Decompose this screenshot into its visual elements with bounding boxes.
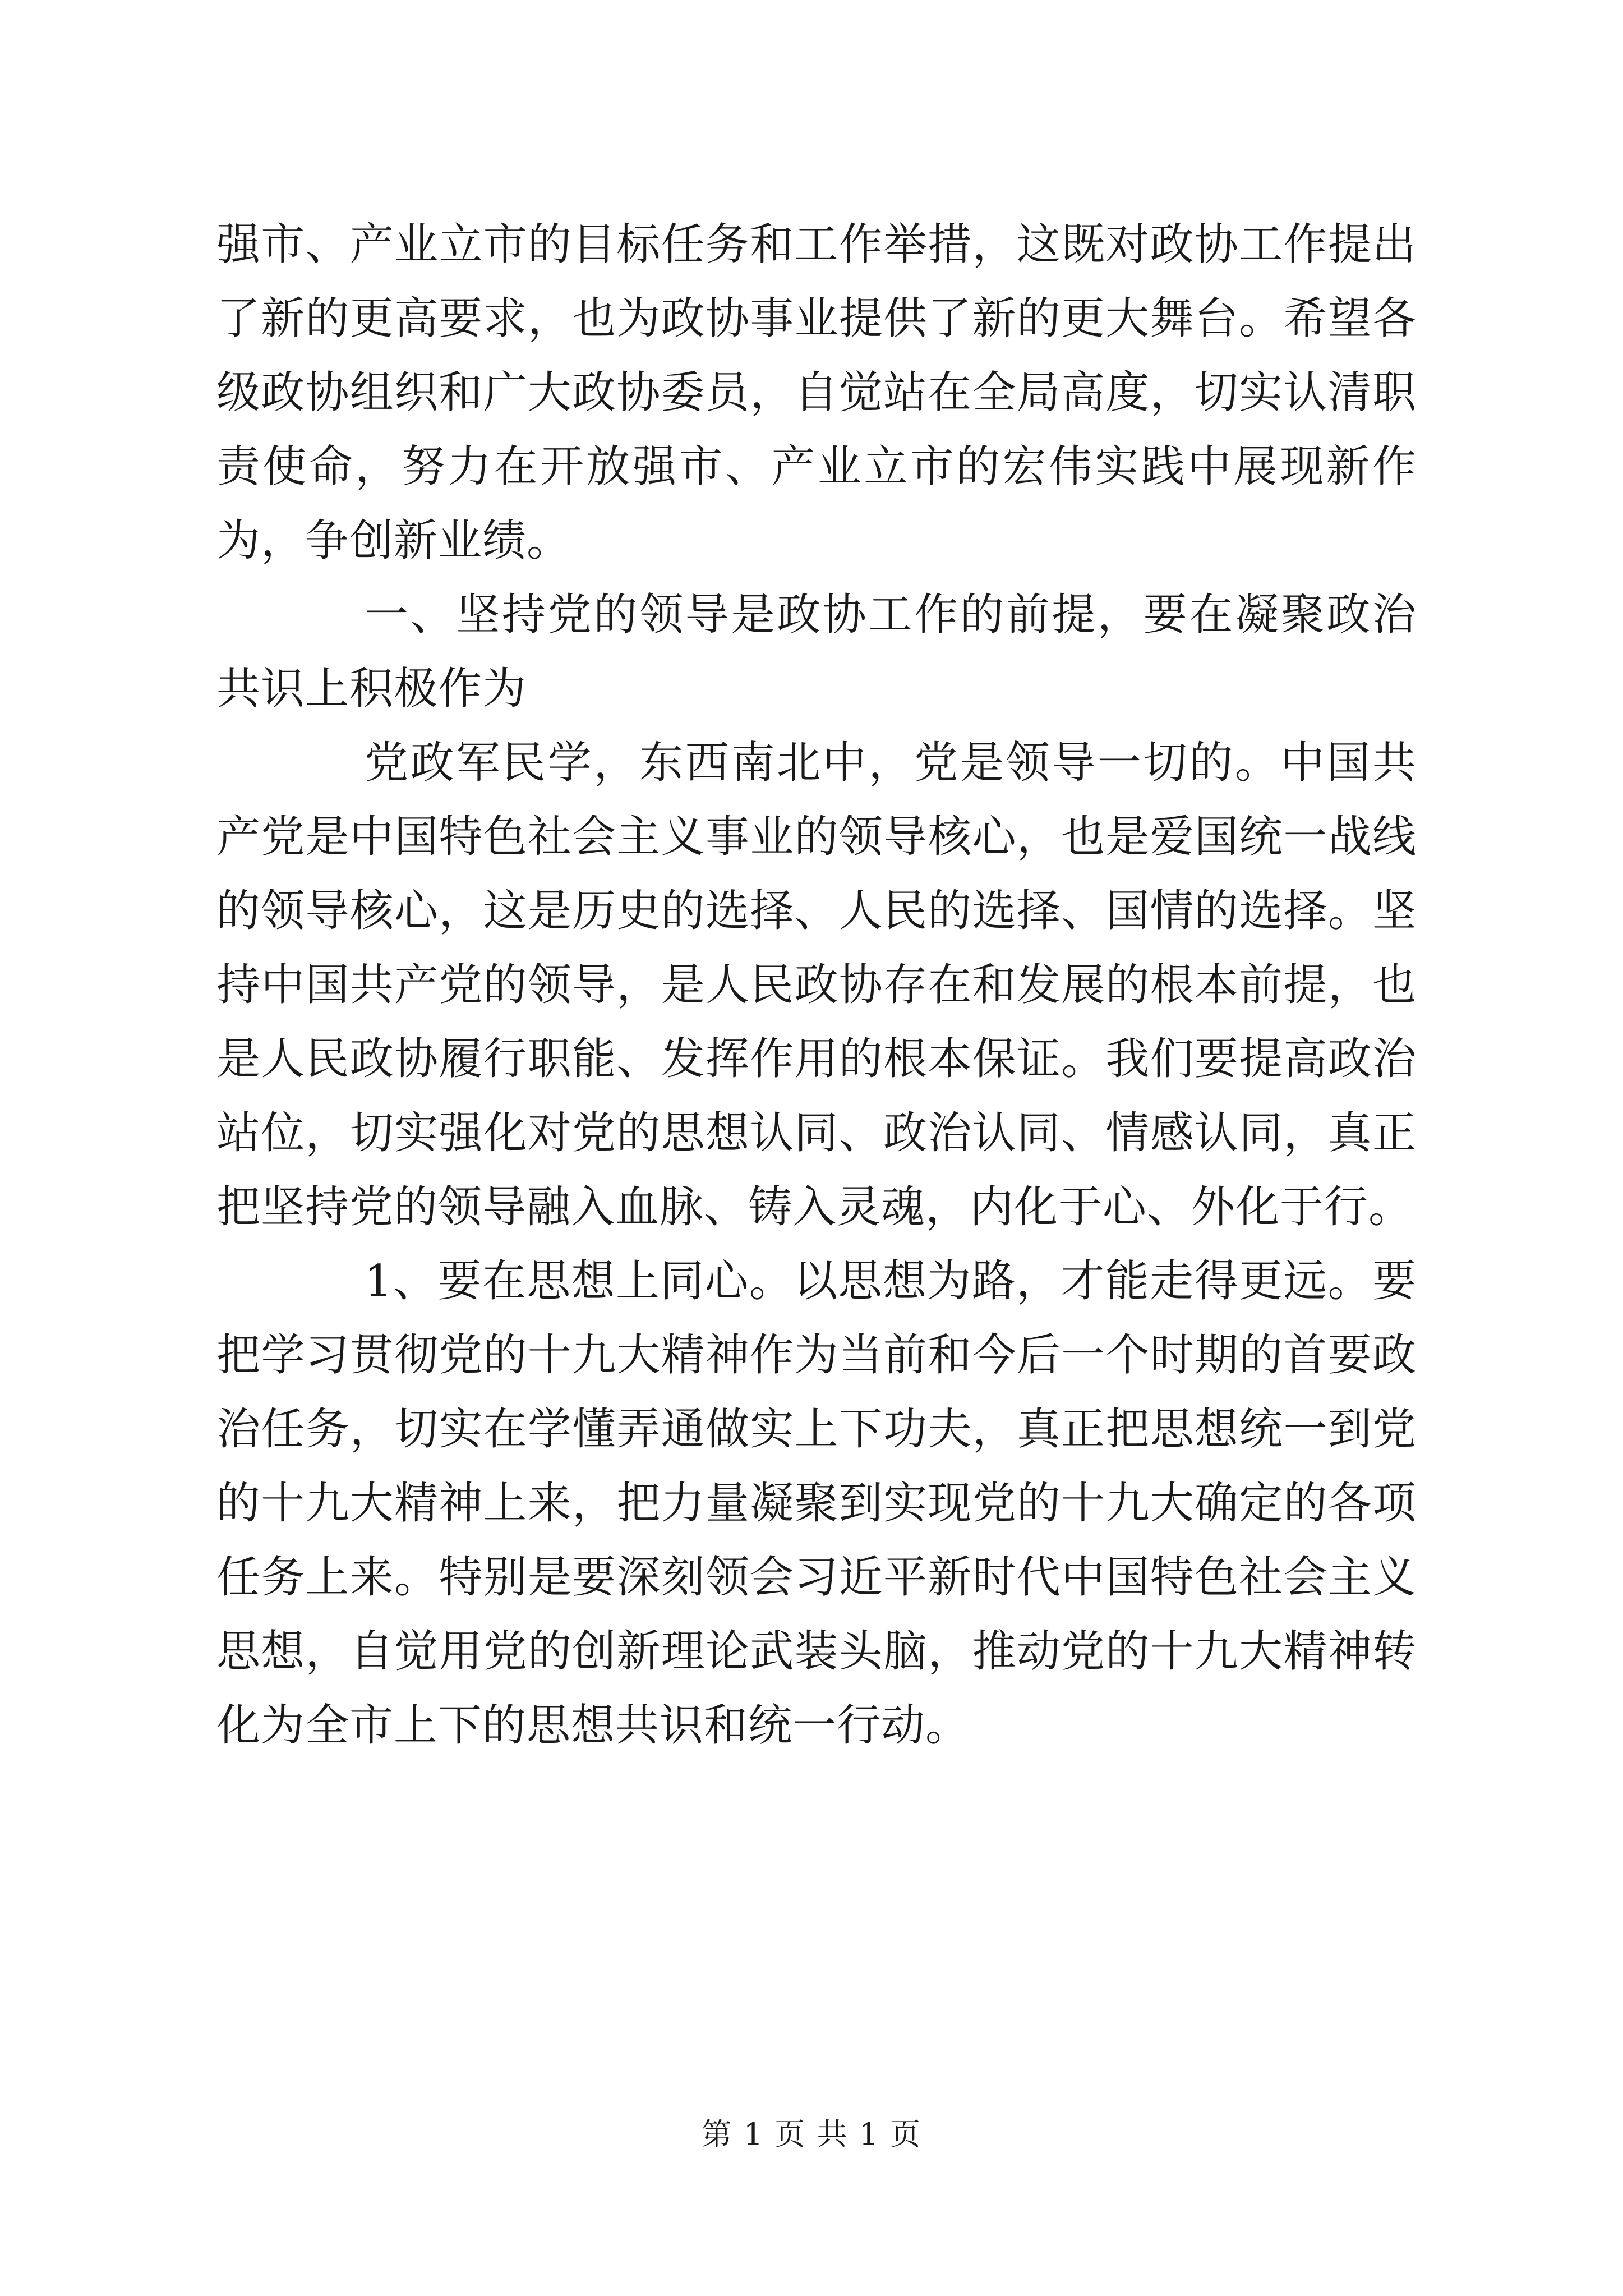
section-heading: 一、坚持党的领导是政协工作的前提，要在凝聚政治共识上积极作为	[216, 590, 1417, 714]
paragraph-point-one: 1、要在思想上同心。以思想为路，才能走得更远。要把学习贯彻党的十九大精神作为当前和今后一个时期的首要政治任务，切实在学懂弄通做实上下功夫，真正把思想统一到党的十九大精神上来，把力量凝聚到实现党的十九大确定的各项任务上来。特别是要深刻领会习近平新时代中国特色社会主义思想，自觉用党的创新理论武装头脑，推动党的十九大精神转化为全市上下的思想共识和统一行动。	[216, 1256, 1417, 1751]
paragraph-party-leadership: 党政军民学，东西南北中，党是领导一切的。中国共产党是中国特色社会主义事业的领导核心，也是爱国统一战线的领导核心，这是历史的选择、人民的选择、国情的选择。坚持中国共产党的领导，是人民政协存在和发展的根本前提，也是人民政协履行职能、发挥作用的根本保证。我们要提高政治站位，切实强化对党的思想认同、政治认同、情感认同，真正把坚持党的领导融入血脉、铸入灵魂，内化于心、外化于行。	[216, 738, 1417, 1232]
page-footer	[0, 2115, 1623, 2154]
document-body	[216, 208, 1417, 1763]
page-number: 第 1 页 共 1 页	[701, 2116, 922, 2152]
paragraph-continuation: 强市、产业立市的目标任务和工作举措，这既对政协工作提出了新的更高要求，也为政协事业提供了新的更大舞台。希望各级政协组织和广大政协委员，自觉站在全局高度，切实认清职责使命，努力在开放强市、产业立市的宏伟实践中展现新作为，争创新业绩。	[216, 219, 1417, 566]
